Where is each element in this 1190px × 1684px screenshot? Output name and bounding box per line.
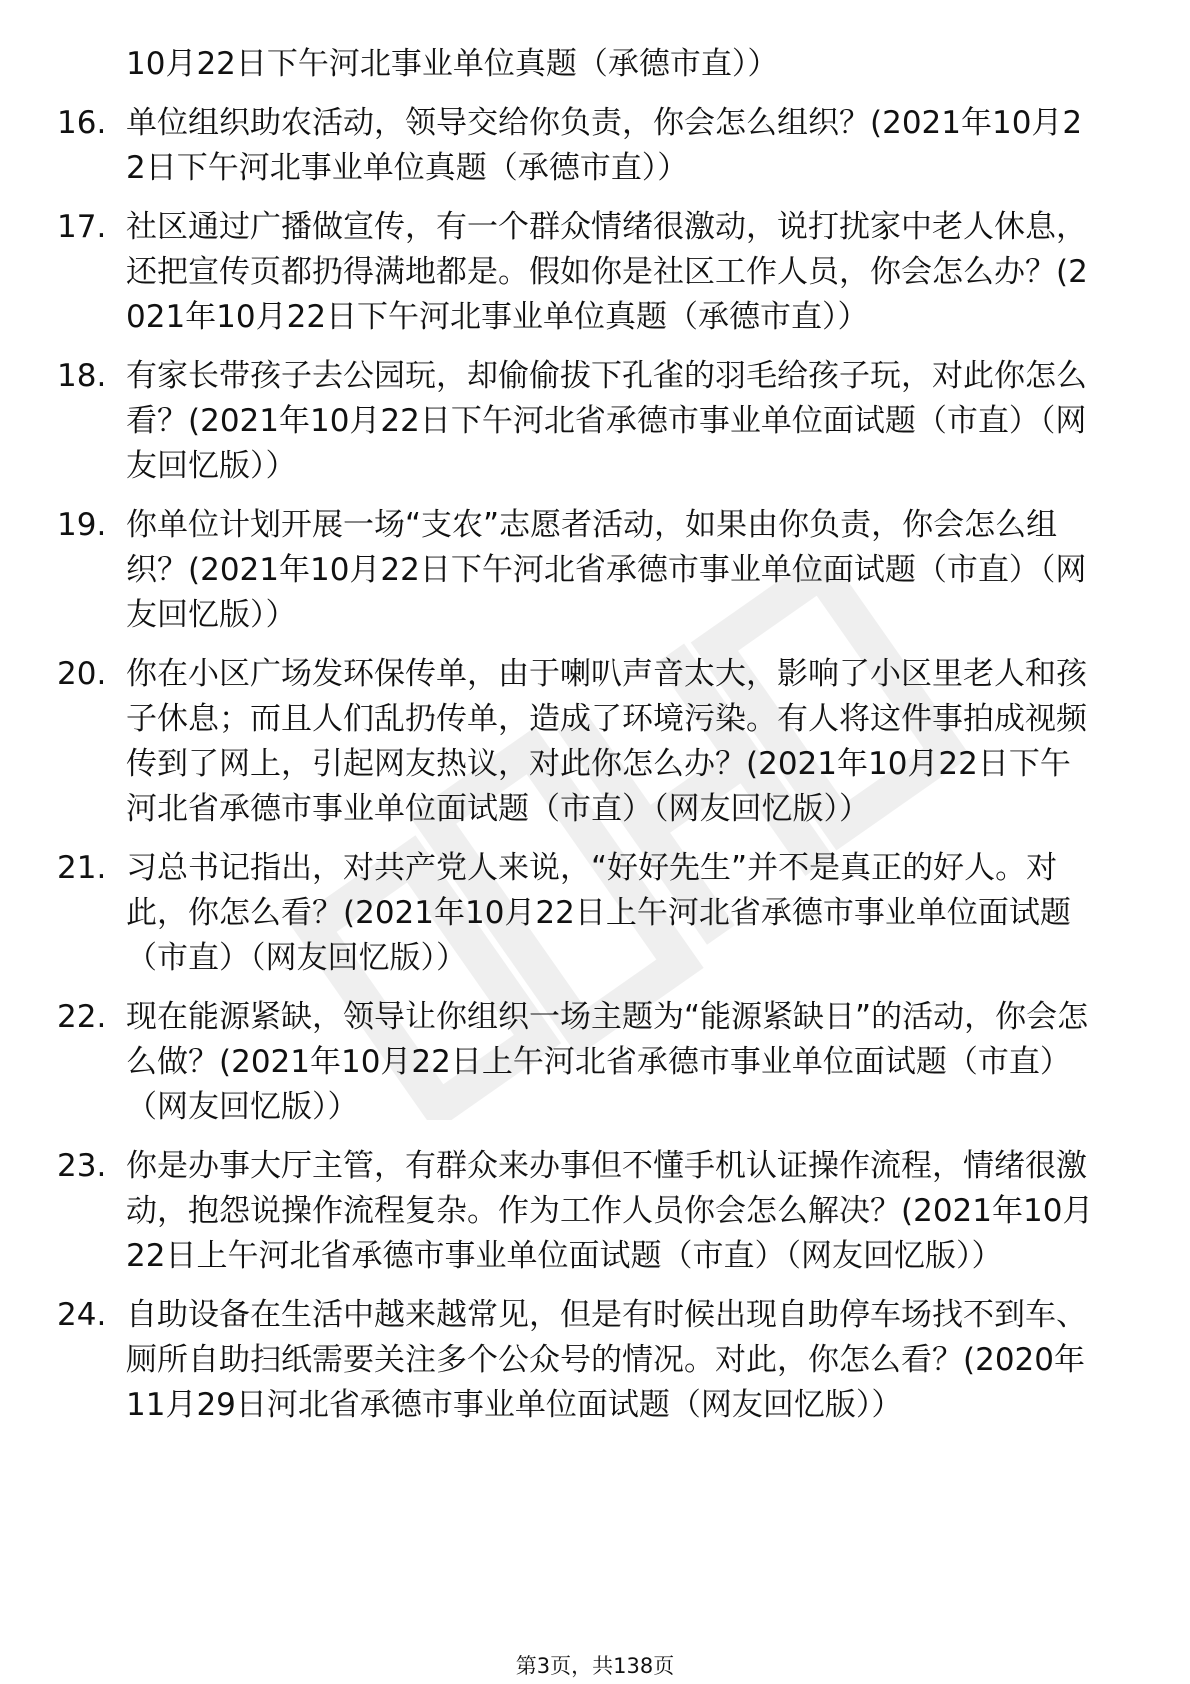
question-item [0, 652, 1190, 832]
question-number: 18. [57, 358, 107, 394]
question-text: 自助设备在生活中越来越常见，但是有时候出现自助停车场找不到车、厕所自助扫纸需要关注多个公众号的情况。对此，你怎么看？(2020年11月29日河北省承德市事业单位面试题（网友回忆版）） [126, 1297, 1087, 1423]
question-text: 你在小区广场发环保传单，由于喇叭声音太大，影响了小区里老人和孩子休息；而且人们乱扔传单，造成了环境污染。有人将这件事拍成视频传到了网上，引起网友热议，对此你怎么办？(2021年10月22日下午河北省承德市事业单位面试题（市直）（网友回忆版）） [126, 656, 1087, 827]
question-number: 19. [57, 507, 107, 543]
question-number: 21. [57, 850, 107, 886]
question-item [0, 1144, 1190, 1279]
question-text: 社区通过广播做宣传，有一个群众情绪很激动，说打扰家中老人休息，还把宣传页都扔得满地都是。假如你是社区工作人员，你会怎么办？(2021年10月22日下午河北事业单位真题（承德市直）） [126, 209, 1088, 335]
question-number: 17. [57, 209, 107, 245]
page-footer: 第3页，共138页 [515, 1654, 675, 1678]
question-text: 你是办事大厅主管，有群众来办事但不懂手机认证操作流程，情绪很激动，抱怨说操作流程复杂。作为工作人员你会怎么解决？(2021年10月22日上午河北省承德市事业单位面试题（市直）（网友回忆版）） [126, 1148, 1094, 1274]
question-text: 有家长带孩子去公园玩，却偷偷拔下孔雀的羽毛给孩子玩，对此你怎么看？(2021年10月22日下午河北省承德市事业单位面试题（市直）（网友回忆版）） [126, 358, 1087, 484]
question-item [0, 101, 1190, 191]
question-item [0, 1293, 1190, 1428]
question-item [0, 995, 1190, 1130]
question-text: 你单位计划开展一场“支农”志愿者活动，如果由你负责，你会怎么组织？(2021年10月22日下午河北省承德市事业单位面试题（市直）（网友回忆版）） [126, 507, 1087, 633]
question-text: 现在能源紧缺，领导让你组织一场主题为“能源紧缺日”的活动，你会怎么做？(2021年10月22日上午河北省承德市事业单位面试题（市直）（网友回忆版）） [126, 999, 1089, 1125]
question-item [0, 846, 1190, 981]
question-number: 24. [57, 1297, 107, 1333]
question-15-continuation: 10月22日下午河北事业单位真题（承德市直）） [126, 46, 779, 82]
question-number: 23. [57, 1148, 107, 1184]
question-number: 22. [57, 999, 107, 1035]
question-text: 单位组织助农活动，领导交给你负责，你会怎么组织？(2021年10月22日下午河北事业单位真题（承德市直）） [126, 105, 1083, 186]
question-list [0, 42, 1190, 1442]
question-item [0, 205, 1190, 340]
question-number: 16. [57, 105, 107, 141]
question-item [0, 354, 1190, 489]
question-text: 习总书记指出，对共产党人来说，“好好先生”并不是真正的好人。对此，你怎么看？(2021年10月22日上午河北省承德市事业单位面试题（市直）（网友回忆版）） [126, 850, 1071, 976]
question-item [0, 503, 1190, 638]
question-number: 20. [57, 656, 107, 692]
